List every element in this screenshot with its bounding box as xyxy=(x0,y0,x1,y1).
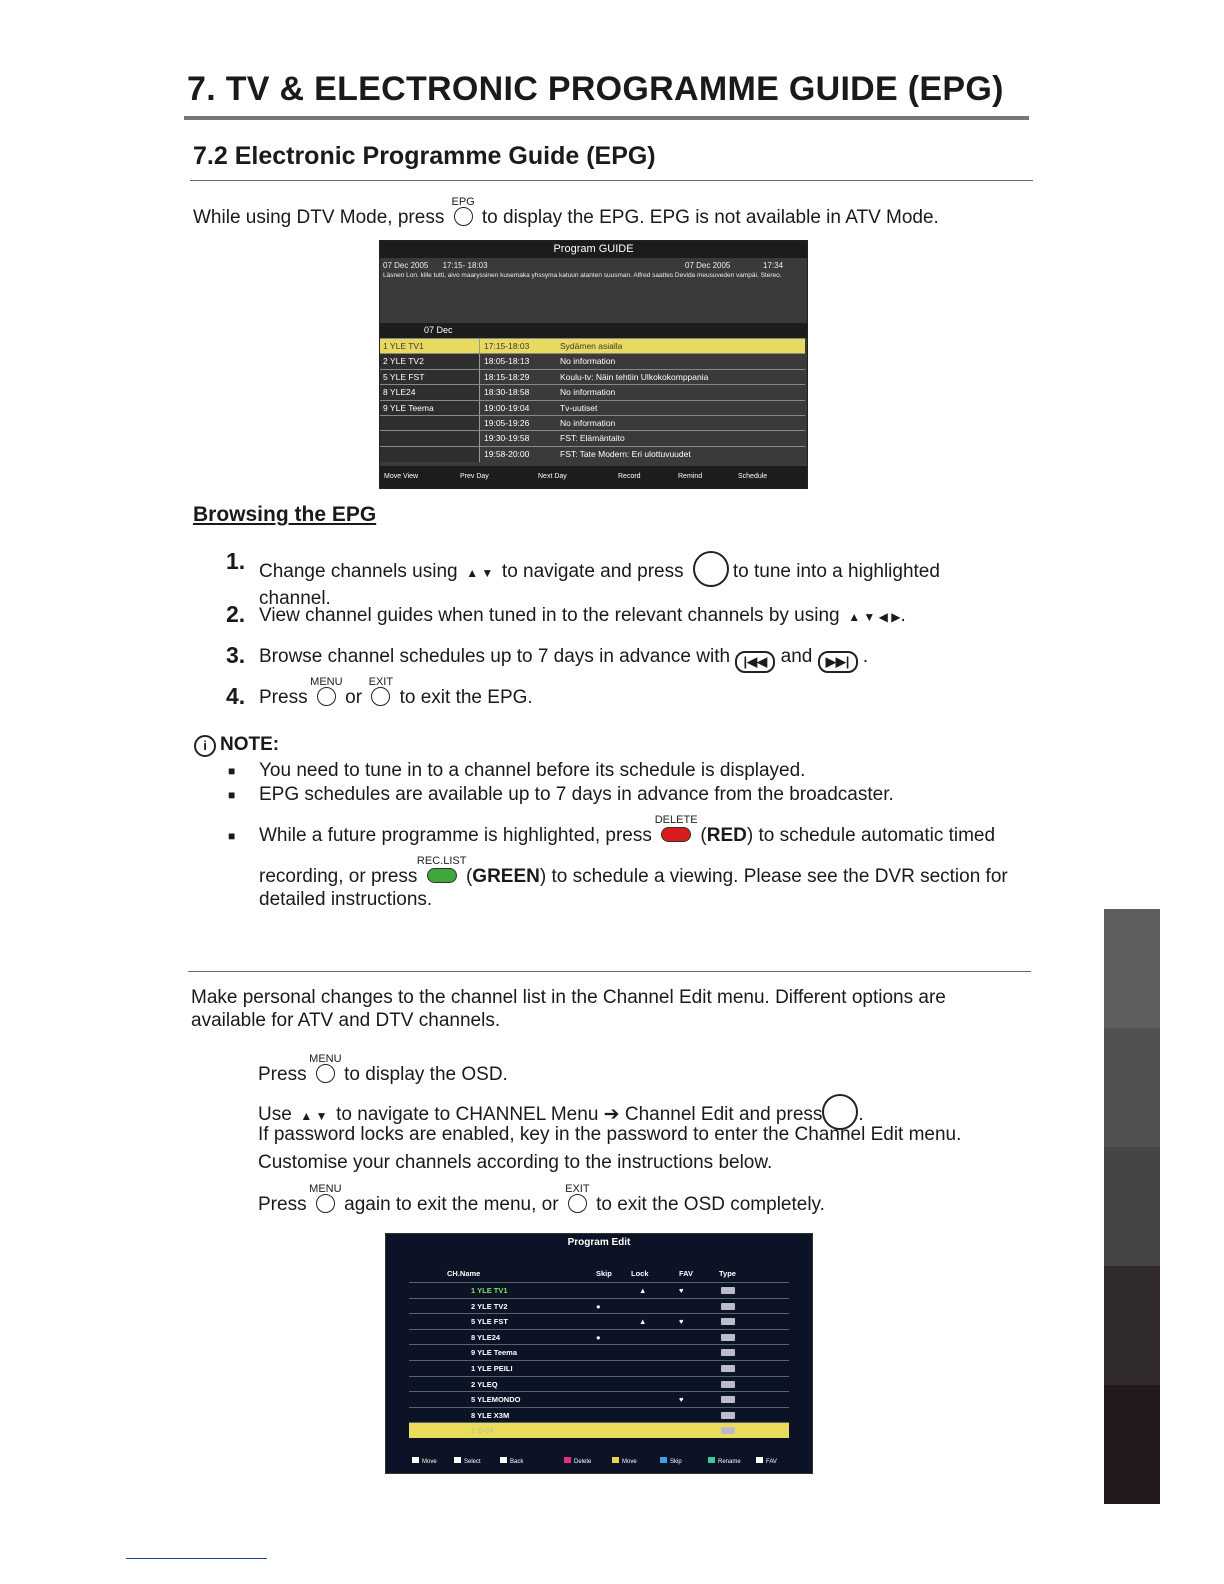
program-edit-footer-item: FAV xyxy=(756,1455,777,1469)
epg-title: Program GUIDE xyxy=(380,241,807,258)
epg-screenshot xyxy=(379,240,808,489)
program-edit-footer-item: Move xyxy=(612,1455,637,1469)
channel-name: 2 YLE TV2 xyxy=(471,1301,508,1311)
prev-day-button-icon: |◀◀ xyxy=(735,651,775,673)
type-icon xyxy=(721,1349,735,1356)
title-divider xyxy=(184,116,1029,120)
note-item-3-cont: recording, or press REC.LIST (GREEN) to schedule a viewing. Please see the DVR section for detailed instructions. xyxy=(259,855,1008,910)
program-edit-row[interactable] xyxy=(409,1313,789,1329)
browsing-heading: Browsing the EPG xyxy=(193,503,377,526)
program-edit-footer-item: Skip xyxy=(660,1455,682,1469)
type-icon xyxy=(721,1365,735,1372)
key-swatch-icon xyxy=(756,1457,763,1463)
type-icon xyxy=(721,1412,735,1419)
channel-name: 8 YLE X3M xyxy=(471,1410,510,1420)
epg-time: 18:05-18:13 xyxy=(484,356,530,367)
channel-name: 5 YLEMONDO xyxy=(471,1395,521,1405)
note-item-1: You need to tune in to a channel before its schedule is displayed. xyxy=(259,760,806,781)
epg-time: 18:30-18:58 xyxy=(484,387,530,398)
program-edit-footer-item: Select xyxy=(454,1455,481,1469)
type-icon xyxy=(721,1381,735,1388)
epg-footer-item: Move View xyxy=(384,473,419,480)
key-swatch-icon xyxy=(454,1457,461,1463)
channel-edit-intro: Make personal changes to the channel list in the Channel Edit menu. Different options are available for ATV and DTV channels. xyxy=(191,987,946,1031)
lock-icon: ▲ xyxy=(639,1317,647,1327)
epg-channel: 1 YLE TV1 xyxy=(380,339,480,354)
green-button-icon: REC.LIST xyxy=(427,868,457,883)
menu-button-icon: MENU xyxy=(316,1064,335,1083)
step-2: View channel guides when tuned in to the relevant channels by using ▲ ▼ ◀ ▶. xyxy=(259,605,906,626)
program-edit-footer-item: Back xyxy=(500,1455,523,1469)
key-swatch-icon xyxy=(660,1457,667,1463)
channel-name: 2 YLEQ xyxy=(471,1379,498,1389)
exit-button-icon: EXIT xyxy=(568,1194,587,1213)
program-edit-footer-item: Rename xyxy=(708,1455,741,1469)
bullet-icon: ■ xyxy=(228,764,236,778)
up-down-arrows-icon: ▲ ▼ xyxy=(297,1109,331,1123)
program-edit-title: Program Edit xyxy=(567,1237,631,1248)
channel-name: 1 YLE PEILI xyxy=(471,1364,513,1373)
epg-time: 19:05-19:26 xyxy=(484,418,530,428)
step-1: Change channels using ▲ ▼ to navigate and press to tune into a highlighted channel. xyxy=(259,551,940,610)
epg-channel: 5 YLE FST xyxy=(380,370,480,385)
epg-channel xyxy=(380,431,480,446)
epg-row[interactable] xyxy=(380,446,805,462)
section-tab[interactable] xyxy=(1104,1266,1160,1385)
section-tab[interactable] xyxy=(1104,1028,1160,1147)
epg-channel: 2 YLE TV2 xyxy=(380,354,480,369)
section-title: 7.2 Electronic Programme Guide (EPG) xyxy=(193,142,656,170)
fav-icon: ♥ xyxy=(679,1395,684,1405)
program-edit-row[interactable] xyxy=(409,1298,789,1314)
epg-row[interactable] xyxy=(380,353,805,369)
red-button-icon: DELETE xyxy=(661,827,691,842)
epg-footer-item: Schedule xyxy=(738,473,768,480)
section-tab[interactable] xyxy=(1104,1147,1160,1266)
program-edit-row[interactable] xyxy=(409,1376,789,1392)
exit-button-icon: EXIT xyxy=(371,687,390,706)
fav-icon: ♥ xyxy=(679,1286,684,1295)
skip-icon: ● xyxy=(596,1332,601,1342)
channel-name: 8 YLE24 xyxy=(471,1332,501,1342)
type-icon xyxy=(721,1427,735,1434)
epg-programme: No information xyxy=(560,418,616,428)
note-heading: i NOTE: xyxy=(194,734,279,757)
epg-row[interactable] xyxy=(380,430,805,446)
step-4: Press MENU or EXIT to exit the EPG. xyxy=(259,676,533,708)
section-tab[interactable] xyxy=(1104,909,1160,1028)
step-3: Browse channel schedules up to 7 days in advance with |◀◀ and ▶▶| . xyxy=(259,645,868,673)
key-swatch-icon xyxy=(612,1457,619,1463)
epg-button-icon: EPG xyxy=(454,207,473,226)
type-icon xyxy=(721,1396,735,1403)
epg-programme: Tv-uutiset xyxy=(560,402,598,413)
section-tab[interactable] xyxy=(1104,1385,1160,1504)
channel-edit-step-2: Use ▲ ▼ to navigate to CHANNEL Menu ➔ Channel Edit and press . xyxy=(258,1094,864,1130)
program-edit-row[interactable] xyxy=(409,1407,789,1423)
epg-description: Läsnen Lon. kille tutti, aivo maaryssinen kusemaka yhssyma katuun atanten suusman. Alfred saattes Devida meusuveden vampäi. Stereo. xyxy=(383,272,782,279)
lock-icon: ▲ xyxy=(639,1286,647,1295)
channel-name: 9 YLE Teema xyxy=(471,1348,517,1358)
channel-edit-step-3: If password locks are enabled, key in the password to enter the Channel Edit menu. xyxy=(258,1124,962,1145)
bullet-icon: ■ xyxy=(228,829,236,843)
key-swatch-icon xyxy=(564,1457,571,1463)
epg-row[interactable] xyxy=(380,369,805,385)
epg-programme: Koulu-tv: Näin tehtiin Ulkokokomppania xyxy=(560,371,709,382)
info-icon: i xyxy=(194,735,216,757)
epg-info: 07 Dec 2005 17:15- 18:03 07 Dec 2005 17:34 Läsnen Lon. kille tutti, aivo maaryssinen kusemaka yhssyma katuun atanten suusman. Alfred saattes Devida meusuveden vampäi. Stereo. xyxy=(383,261,803,280)
channel-name: 5 YLE FST xyxy=(471,1317,508,1327)
program-edit-row[interactable] xyxy=(409,1360,789,1376)
epg-channel: 9 YLE Teema xyxy=(380,401,480,416)
note-item-2: EPG schedules are available up to 7 days in advance from the broadcaster. xyxy=(259,784,894,805)
program-edit-footer xyxy=(386,1455,812,1469)
step-1-number: 1. xyxy=(226,548,246,574)
epg-channel xyxy=(380,416,480,431)
program-edit-row[interactable] xyxy=(409,1344,789,1360)
epg-programme: FST: Tate Modern: Eri ulottuvuudet xyxy=(560,448,691,459)
epg-channel xyxy=(380,447,480,462)
footer-rule xyxy=(126,1558,267,1559)
channel-name: 1 C-04 xyxy=(471,1426,494,1436)
step-4-number: 4. xyxy=(226,683,246,709)
channel-edit-step-5: Press MENU again to exit the menu, or EXIT to exit the OSD completely. xyxy=(258,1183,825,1215)
epg-footer-item: Remind xyxy=(678,473,703,480)
epg-programme: FST: Elämäntaito xyxy=(560,433,625,444)
type-icon xyxy=(721,1303,735,1310)
menu-button-icon: MENU xyxy=(316,1194,335,1213)
channel-edit-step-4: Customise your channels according to the instructions below. xyxy=(258,1152,773,1173)
right-arrow-icon: ➔ xyxy=(603,1104,620,1125)
menu-button-icon: MENU xyxy=(317,687,336,706)
step-2-number: 2. xyxy=(226,601,246,627)
intro-paragraph: While using DTV Mode, press EPG to display the EPG. EPG is not available in ATV Mode. xyxy=(193,196,939,228)
program-edit-row[interactable] xyxy=(409,1422,789,1438)
epg-row[interactable] xyxy=(380,384,805,400)
program-edit-footer-item: Delete xyxy=(564,1455,591,1469)
program-edit-screenshot xyxy=(385,1233,813,1474)
epg-row[interactable] xyxy=(380,415,805,431)
direction-arrows-icon: ▲ ▼ ◀ ▶ xyxy=(844,610,901,624)
program-edit-row[interactable] xyxy=(409,1391,789,1407)
epg-day-bar: 07 Dec xyxy=(380,323,807,338)
section-divider xyxy=(188,971,1031,972)
key-swatch-icon xyxy=(412,1457,419,1463)
ok-button-icon xyxy=(693,551,729,587)
type-icon xyxy=(721,1318,735,1325)
program-edit-header: CH.Name Skip Lock FAV Type xyxy=(447,1269,736,1278)
step-3-number: 3. xyxy=(226,642,246,668)
key-swatch-icon xyxy=(500,1457,507,1463)
epg-row[interactable] xyxy=(380,400,805,416)
page-title: 7. TV & ELECTRONIC PROGRAMME GUIDE (EPG) xyxy=(187,70,1004,108)
note-item-3: While a future programme is highlighted, press DELETE (RED) to schedule automatic timed xyxy=(259,814,996,846)
type-icon xyxy=(721,1334,735,1341)
epg-programme: Sydämen asialla xyxy=(560,341,623,351)
bullet-icon: ■ xyxy=(228,788,236,802)
epg-time: 19:58-20:00 xyxy=(484,448,530,459)
next-day-button-icon: ▶▶| xyxy=(818,651,858,673)
section-divider xyxy=(190,180,1033,181)
key-swatch-icon xyxy=(708,1457,715,1463)
epg-footer-item: Next Day xyxy=(538,473,567,480)
epg-time: 18:15-18:29 xyxy=(484,371,530,382)
program-edit-row[interactable] xyxy=(409,1329,789,1345)
epg-footer-item: Record xyxy=(618,473,641,480)
type-icon xyxy=(721,1287,735,1294)
up-down-arrows-icon: ▲ ▼ xyxy=(462,566,497,580)
fav-icon: ♥ xyxy=(679,1317,684,1327)
epg-row[interactable] xyxy=(380,338,805,354)
skip-icon: ● xyxy=(596,1301,601,1311)
epg-channel: 8 YLE24 xyxy=(380,385,480,400)
epg-time: 19:30-19:58 xyxy=(484,433,530,444)
program-edit-footer-item: Move xyxy=(412,1455,437,1469)
epg-time: 17:15-18:03 xyxy=(484,341,530,351)
program-edit-row[interactable] xyxy=(409,1282,789,1298)
epg-footer-item: Prev Day xyxy=(460,473,489,480)
epg-time: 19:00-19:04 xyxy=(484,402,530,413)
epg-programme: No information xyxy=(560,387,616,398)
epg-footer xyxy=(380,466,807,488)
channel-edit-step-1: Press MENU to display the OSD. xyxy=(258,1053,508,1085)
epg-programme: No information xyxy=(560,356,616,367)
channel-name: 1 YLE TV1 xyxy=(471,1286,508,1295)
